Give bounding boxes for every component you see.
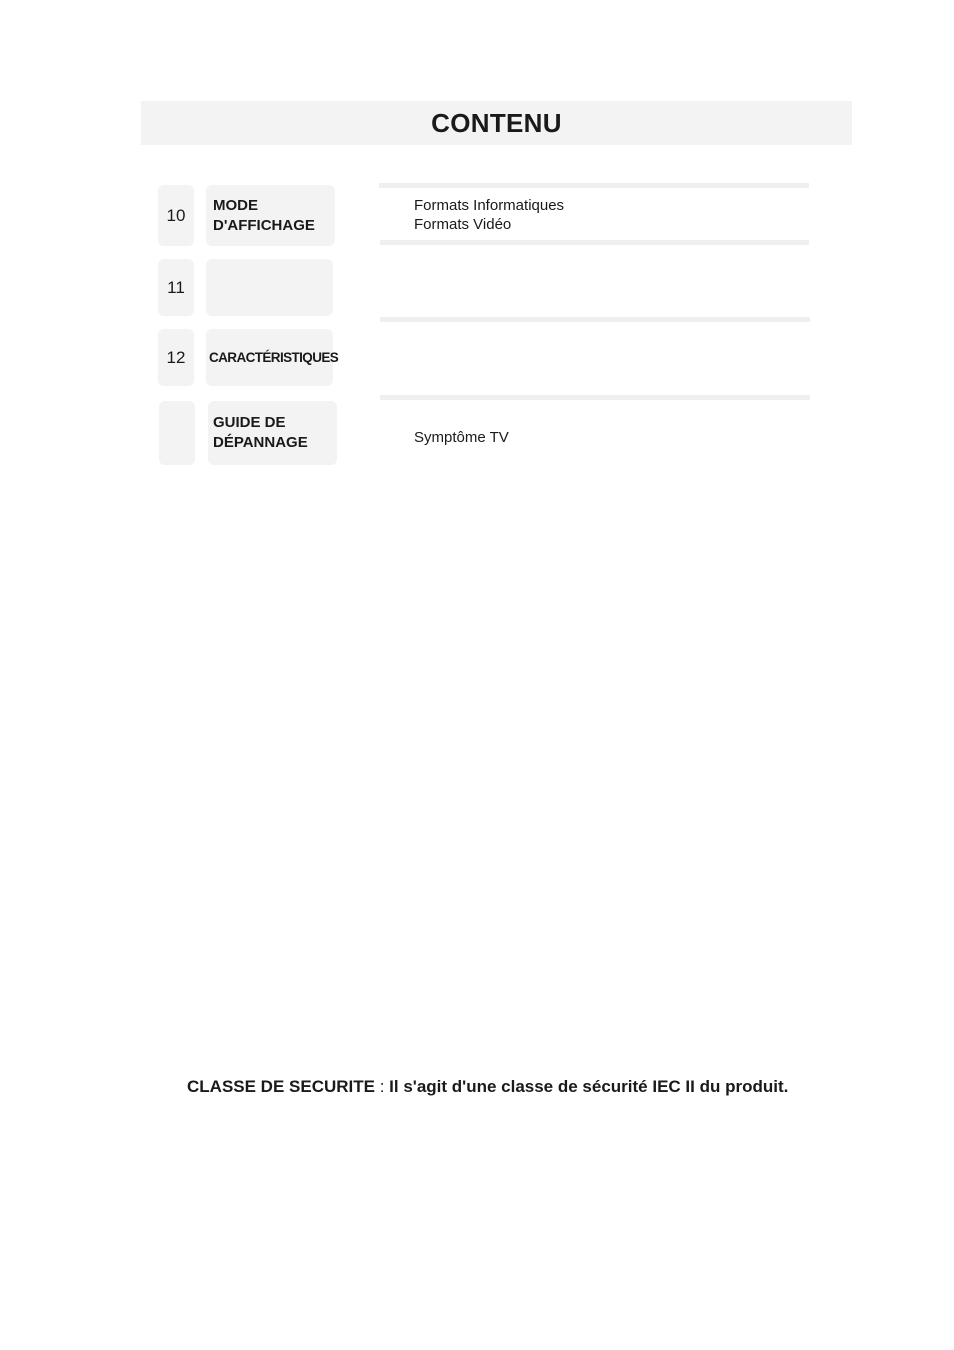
title-bar bbox=[141, 101, 852, 145]
section-label-box[interactable] bbox=[208, 401, 337, 465]
divider bbox=[380, 395, 810, 400]
section-number: 10 bbox=[166, 205, 186, 225]
section-number-box[interactable] bbox=[159, 401, 195, 465]
section-number-box[interactable] bbox=[158, 329, 194, 386]
section-label-box[interactable] bbox=[206, 259, 333, 316]
safety-class-note bbox=[187, 1077, 847, 1097]
section-number-box[interactable] bbox=[158, 259, 194, 316]
toc-item[interactable]: Formats Informatiques bbox=[414, 197, 565, 214]
safety-class-separator: : bbox=[374, 1077, 390, 1096]
section-number: 12 bbox=[166, 347, 186, 367]
section-label-box[interactable] bbox=[206, 329, 339, 386]
divider bbox=[380, 240, 809, 245]
divider bbox=[379, 183, 809, 188]
section-label: CARACTÉRISTIQUES bbox=[209, 349, 339, 365]
safety-class-text: Il s'agit d'une classe de sécurité IEC II du produit. bbox=[389, 1077, 789, 1096]
safety-class-term: CLASSE DE SECURITE bbox=[187, 1077, 375, 1096]
section-label-box[interactable] bbox=[206, 185, 335, 246]
section-label: GUIDE DE DÉPANNAGE bbox=[213, 414, 308, 451]
section-number-box[interactable] bbox=[158, 185, 194, 246]
divider bbox=[380, 317, 810, 322]
page-title: CONTENU bbox=[431, 107, 562, 138]
toc-item[interactable]: Formats Vidéo bbox=[414, 216, 512, 233]
section-label: MODE D'AFFICHAGE bbox=[213, 196, 315, 234]
toc-item[interactable]: Symptôme TV bbox=[414, 429, 509, 446]
section-number: 11 bbox=[167, 277, 185, 297]
